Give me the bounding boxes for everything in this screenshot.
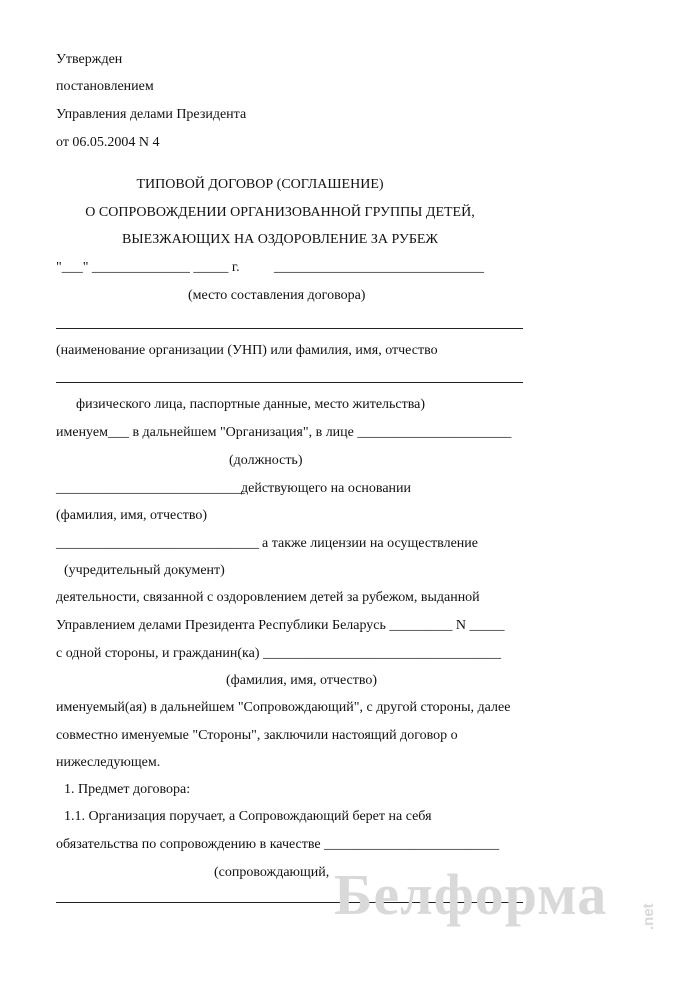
- place-hint: (место составления договора): [188, 288, 366, 303]
- approval-line-4: от 06.05.2004 N 4: [56, 135, 160, 150]
- title-line-1: ТИПОВОЙ ДОГОВОР (СОГЛАШЕНИЕ): [136, 177, 384, 192]
- title-line-2: О СОПРОВОЖДЕНИИ ОРГАНИЗОВАННОЙ ГРУППЫ ДЕТЕЙ,: [85, 205, 475, 220]
- escort-hint: (сопровождающий,: [214, 865, 330, 880]
- activity-line: деятельности, связанной с оздоровлением детей за рубежом, выданной: [56, 590, 480, 605]
- following-line: нижеследующем.: [56, 755, 161, 770]
- section-1-heading: 1. Предмет договора:: [64, 782, 191, 797]
- watermark-logo: Белформа: [334, 862, 608, 927]
- named-escort-line: именуемый(ая) в дальнейшем "Сопровождающий", с другой стороны, далее: [56, 700, 511, 715]
- approval-line-2: постановлением: [56, 79, 154, 94]
- person-hint: физического лица, паспортные данные, место жительства): [76, 397, 426, 412]
- acting-text: действующего на основании: [241, 481, 412, 496]
- title-line-3: ВЫЕЗЖАЮЩИХ НА ОЗДОРОВЛЕНИЕ ЗА РУБЕЖ: [122, 232, 438, 247]
- watermark-suffix: .net: [640, 903, 657, 930]
- jointly-line: совместно именуемые "Стороны", заключили настоящий договор о: [56, 728, 458, 743]
- org-name-rule: [56, 328, 523, 329]
- fio-hint: (фамилия, имя, отчество): [56, 508, 208, 523]
- obligations-line: обязательства по сопровождению в качестве _________________________: [56, 837, 500, 852]
- place-blank: ______________________________: [274, 260, 484, 275]
- one-side-line: с одной стороны, и гражданин(ка) __________________________________: [56, 646, 502, 661]
- approval-line-3: Управления делами Президента: [56, 107, 247, 122]
- position-hint: (должность): [229, 453, 303, 468]
- named-as-line: именуем___ в дальнейшем "Организация", в лице ______________________: [56, 425, 512, 440]
- doc-blank: _____________________________: [56, 536, 259, 551]
- doc-hint: (учредительный документ): [64, 563, 225, 578]
- approval-line-1: Утвержден: [56, 52, 123, 67]
- org-hint: (наименование организации (УНП) или фамилия, имя, отчество: [56, 343, 438, 358]
- acting-blank: ___________________________: [56, 481, 245, 496]
- person-rule: [56, 382, 523, 383]
- license-text: а также лицензии на осуществление: [262, 536, 478, 551]
- date-line: "___" ______________ _____ г.: [56, 260, 240, 275]
- fio-hint-2: (фамилия, имя, отчество): [226, 673, 378, 688]
- issued-by-line: Управлением делами Президента Республики Беларусь _________ N _____: [56, 618, 505, 633]
- clause-1-1: 1.1. Организация поручает, а Сопровождающий берет на себя: [64, 809, 432, 824]
